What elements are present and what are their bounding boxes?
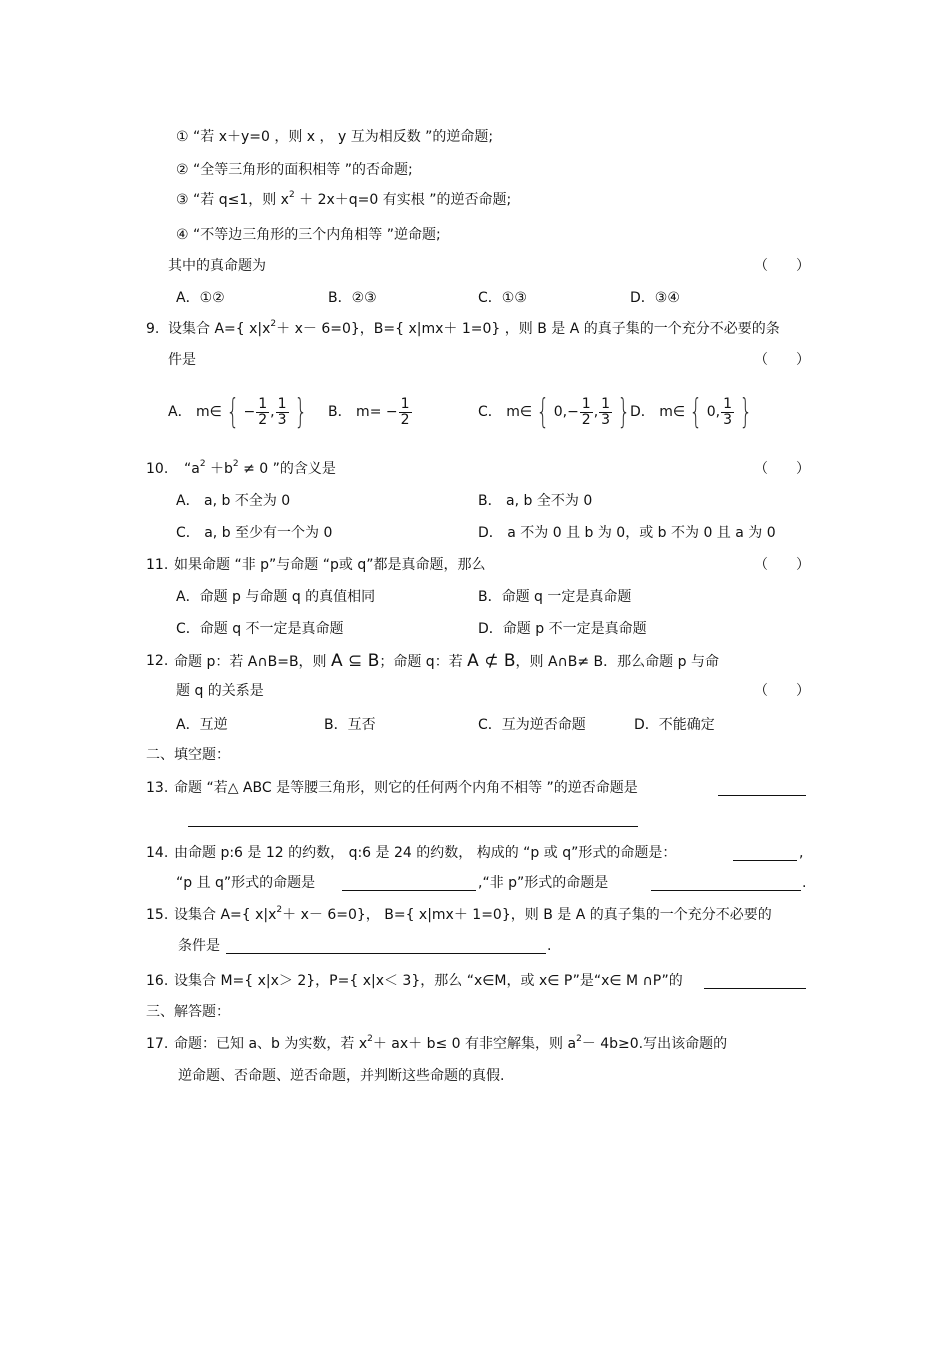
question-15-continuation: 条件是 (178, 938, 220, 954)
answer-blank[interactable] (733, 860, 797, 861)
q10-option-a: A． a, b 不全为 0 (176, 493, 291, 509)
question-number: 17. (146, 1036, 169, 1052)
question-14-part-c: ,“非 p”形式的命题是 (478, 875, 609, 891)
answer-blank[interactable] (651, 890, 801, 891)
question-8-stem: 其中的真命题为 (168, 258, 266, 274)
question-number: 16. (146, 973, 169, 989)
q8-option-c: C．①③ (478, 290, 527, 306)
answer-blank[interactable] (718, 795, 806, 796)
question-number: 12. (146, 653, 169, 669)
q12-option-a: A．互逆 (176, 717, 228, 733)
answer-paren: （ ） (754, 557, 810, 573)
q12-option-c: C．互为逆否命题 (478, 717, 586, 733)
punctuation: . (547, 938, 552, 954)
q10-option-c: C． a, b 至少有一个为 0 (176, 525, 333, 541)
section-heading: 二、填空题： (146, 747, 230, 763)
question-17-text: 命题：已知 a、b 为实数，若 $x^2+ ax+ b\le 0$ 有非空解集，则 $a^2- 4b\ge 0$.写出该命题的 (174, 1034, 728, 1052)
question-13-text: 命题 “若△ ABC 是等腰三角形，则它的任何两个内角不相等 ”的逆否命题是 (174, 780, 638, 796)
answer-blank[interactable] (342, 890, 476, 891)
question-number: 10. (146, 461, 169, 477)
answer-paren: （ ） (754, 258, 810, 274)
q8-option-a: A．①② (176, 290, 225, 306)
question-number: 15. (146, 907, 169, 923)
question-12-continuation: 题 q 的关系是 (176, 683, 264, 699)
q10-option-d: D． a 不为 0 且 b 为 0，或 b 不为 0 且 a 为 0 (478, 525, 776, 541)
q9-option-d: D． m∈ { 0, $\frac{1}{3}$ } (630, 392, 753, 432)
answer-paren: （ ） (754, 461, 810, 477)
q11-option-c: C．命题 q 不一定是真命题 (176, 621, 344, 637)
q9-option-b: B． m= − $\frac{1}{2}$ (328, 395, 410, 428)
question-11-text: 如果命题 “非 p”与命题 “p或 q”都是真命题，那么 (174, 557, 486, 573)
q9-option-c: C． m∈ { 0,− $\frac{1}{2}$ , $\frac{1}{3}$ } (478, 392, 631, 432)
question-12-text: 命题 p：若 A∩B=B，则 A ⊆ B；命题 q：若 A ⊄ B，则 A∩B≠ B．那么命题 p 与命 (174, 651, 719, 671)
q12-option-b: B．互否 (324, 717, 376, 733)
q12-option-d: D．不能确定 (634, 717, 715, 733)
question-number: 11. (146, 557, 169, 573)
answer-blank[interactable] (704, 988, 806, 989)
question-16-text: 设集合 M={ x|x＞ 2}，P={ x|x＜ 3}，那么 “x∈M，或 x∈ P”是“x∈ M ∩P”的 (174, 973, 683, 989)
statement-3: ③ “若 q≤1，则 $x^2 + 2x+q=0$ 有实根 ”的逆否命题; (176, 190, 512, 208)
question-14-part-b: “p 且 q”形式的命题是 (176, 875, 316, 891)
question-number: 14. (146, 845, 169, 861)
question-number: 9. (146, 321, 160, 337)
section-heading: 三、解答题： (146, 1004, 230, 1020)
statement-2: ② “全等三角形的面积相等 ”的否命题; (176, 162, 413, 178)
statement-4: ④ “不等边三角形的三个内角相等 ”逆命题; (176, 227, 441, 243)
q9-option-a: A． m∈ { − $\frac{1}{2}$ , $\frac{1}{3}$ } (168, 392, 307, 432)
q11-option-d: D．命题 p 不一定是真命题 (478, 621, 647, 637)
q10-option-b: B． a, b 全不为 0 (478, 493, 593, 509)
question-9-continuation: 件是 (168, 352, 196, 368)
punctuation: , (799, 845, 804, 861)
q8-option-d: D．③④ (630, 290, 680, 306)
q11-option-a: A．命题 p 与命题 q 的真值相同 (176, 589, 376, 605)
q11-option-b: B．命题 q 一定是真命题 (478, 589, 632, 605)
question-10-text: “$a^2 +b^2 \ne 0$ ”的含义是 (184, 459, 336, 477)
question-15-text: 设集合 A={ $x|x^2+ x- 6=0$}， B={ x|mx＋ 1=0}，则 B 是 A 的真子集的一个充分不必要的 (174, 905, 772, 923)
q8-option-b: B．②③ (328, 290, 377, 306)
question-9-text: 设集合 A={ $x|x^2+ x- 6=0$}，B={ x|mx＋ 1=0} ，则 B 是 A 的真子集的一个充分不必要的条 (168, 319, 780, 337)
answer-blank[interactable] (226, 953, 546, 954)
answer-paren: （ ） (754, 352, 810, 368)
answer-blank[interactable] (188, 826, 638, 827)
question-number: 13. (146, 780, 169, 796)
answer-paren: （ ） (754, 683, 810, 699)
question-17-continuation: 逆命题、否命题、逆否命题，并判断这些命题的真假. (178, 1068, 505, 1084)
statement-1: ① “若 x＋y=0 ，则 x ， y 互为相反数 ”的逆命题; (176, 129, 494, 145)
punctuation: . (802, 875, 807, 891)
question-14-text: 由命题 p:6 是 12 的约数， q:6 是 24 的约数， 构成的 “p 或 q”形式的命题是： (174, 845, 677, 861)
